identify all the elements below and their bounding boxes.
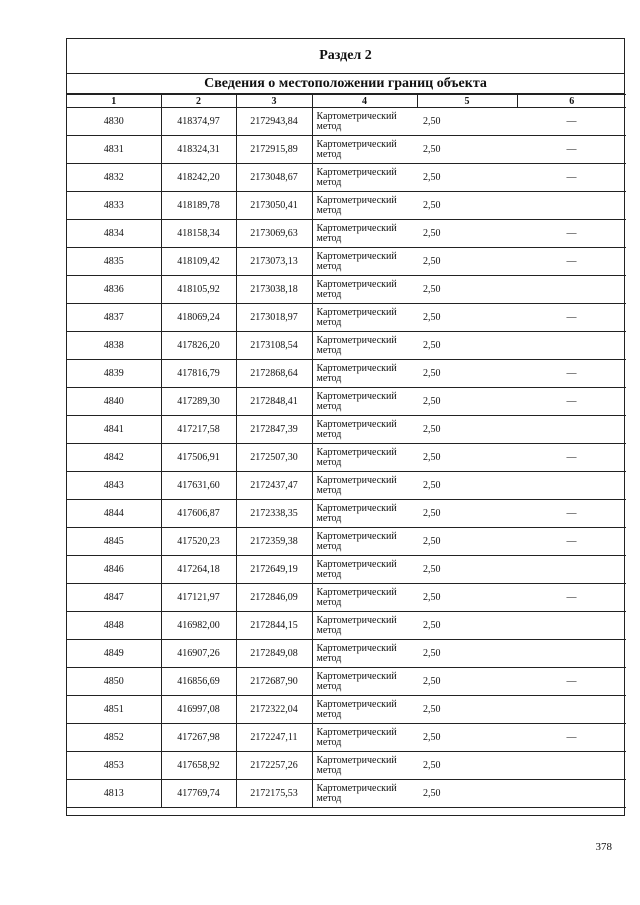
table-body bbox=[67, 108, 626, 808]
table-row bbox=[67, 332, 626, 360]
method-cell: Картометрический метод bbox=[312, 780, 417, 808]
note-cell: — bbox=[517, 304, 626, 332]
note-cell bbox=[517, 276, 626, 304]
method-cell: Картометрический метод bbox=[312, 556, 417, 584]
table-row bbox=[67, 752, 626, 780]
accuracy-cell: 2,50 bbox=[417, 724, 517, 752]
x-coordinate-cell: 418158,34 bbox=[161, 220, 236, 248]
method-cell: Картометрический метод bbox=[312, 108, 417, 136]
point-number-cell: 4830 bbox=[67, 108, 161, 136]
note-cell: — bbox=[517, 164, 626, 192]
x-coordinate-cell: 418242,20 bbox=[161, 164, 236, 192]
method-cell: Картометрический метод bbox=[312, 444, 417, 472]
method-cell: Картометрический метод bbox=[312, 668, 417, 696]
accuracy-cell: 2,50 bbox=[417, 752, 517, 780]
point-number-cell: 4813 bbox=[67, 780, 161, 808]
section-frame bbox=[66, 38, 625, 816]
section-title: Раздел 2 bbox=[67, 39, 624, 74]
accuracy-cell: 2,50 bbox=[417, 584, 517, 612]
note-cell: — bbox=[517, 360, 626, 388]
method-cell: Картометрический метод bbox=[312, 724, 417, 752]
method-cell: Картометрический метод bbox=[312, 248, 417, 276]
x-coordinate-cell: 417506,91 bbox=[161, 444, 236, 472]
method-cell: Картометрический метод bbox=[312, 472, 417, 500]
point-number-cell: 4834 bbox=[67, 220, 161, 248]
x-coordinate-cell: 417631,60 bbox=[161, 472, 236, 500]
accuracy-cell: 2,50 bbox=[417, 444, 517, 472]
x-coordinate-cell: 417606,87 bbox=[161, 500, 236, 528]
note-cell bbox=[517, 696, 626, 724]
accuracy-cell: 2,50 bbox=[417, 332, 517, 360]
method-cell: Картометрический метод bbox=[312, 416, 417, 444]
note-cell bbox=[517, 556, 626, 584]
note-cell: — bbox=[517, 248, 626, 276]
method-cell: Картометрический метод bbox=[312, 500, 417, 528]
accuracy-cell: 2,50 bbox=[417, 416, 517, 444]
y-coordinate-cell: 2172915,89 bbox=[236, 136, 312, 164]
method-cell: Картометрический метод bbox=[312, 528, 417, 556]
point-number-cell: 4848 bbox=[67, 612, 161, 640]
note-cell: — bbox=[517, 724, 626, 752]
x-coordinate-cell: 416982,00 bbox=[161, 612, 236, 640]
note-cell bbox=[517, 332, 626, 360]
table-row bbox=[67, 136, 626, 164]
note-cell: — bbox=[517, 108, 626, 136]
accuracy-cell: 2,50 bbox=[417, 556, 517, 584]
table-row bbox=[67, 444, 626, 472]
note-cell bbox=[517, 612, 626, 640]
y-coordinate-cell: 2173050,41 bbox=[236, 192, 312, 220]
y-coordinate-cell: 2173048,67 bbox=[236, 164, 312, 192]
x-coordinate-cell: 417264,18 bbox=[161, 556, 236, 584]
note-cell: — bbox=[517, 136, 626, 164]
x-coordinate-cell: 417658,92 bbox=[161, 752, 236, 780]
method-cell: Картометрический метод bbox=[312, 276, 417, 304]
point-number-cell: 4837 bbox=[67, 304, 161, 332]
y-coordinate-cell: 2173069,63 bbox=[236, 220, 312, 248]
accuracy-cell: 2,50 bbox=[417, 612, 517, 640]
note-cell: — bbox=[517, 388, 626, 416]
method-cell: Картометрический метод bbox=[312, 696, 417, 724]
table-row bbox=[67, 192, 626, 220]
note-cell: — bbox=[517, 444, 626, 472]
accuracy-cell: 2,50 bbox=[417, 248, 517, 276]
table-row bbox=[67, 220, 626, 248]
point-number-cell: 4852 bbox=[67, 724, 161, 752]
y-coordinate-cell: 2172848,41 bbox=[236, 388, 312, 416]
x-coordinate-cell: 418105,92 bbox=[161, 276, 236, 304]
note-cell bbox=[517, 780, 626, 808]
y-coordinate-cell: 2173073,13 bbox=[236, 248, 312, 276]
y-coordinate-cell: 2172847,39 bbox=[236, 416, 312, 444]
table-row bbox=[67, 584, 626, 612]
point-number-cell: 4846 bbox=[67, 556, 161, 584]
table-row bbox=[67, 528, 626, 556]
note-cell bbox=[517, 640, 626, 668]
accuracy-cell: 2,50 bbox=[417, 192, 517, 220]
table-row bbox=[67, 360, 626, 388]
y-coordinate-cell: 2172849,08 bbox=[236, 640, 312, 668]
method-cell: Картометрический метод bbox=[312, 332, 417, 360]
x-coordinate-cell: 416997,08 bbox=[161, 696, 236, 724]
section-subtitle: Сведения о местоположении границ объекта bbox=[67, 74, 624, 94]
method-cell: Картометрический метод bbox=[312, 388, 417, 416]
table-row bbox=[67, 640, 626, 668]
x-coordinate-cell: 418374,97 bbox=[161, 108, 236, 136]
x-coordinate-cell: 418189,78 bbox=[161, 192, 236, 220]
accuracy-cell: 2,50 bbox=[417, 668, 517, 696]
accuracy-cell: 2,50 bbox=[417, 472, 517, 500]
accuracy-cell: 2,50 bbox=[417, 304, 517, 332]
y-coordinate-cell: 2172846,09 bbox=[236, 584, 312, 612]
note-cell: — bbox=[517, 220, 626, 248]
accuracy-cell: 2,50 bbox=[417, 388, 517, 416]
x-coordinate-cell: 417769,74 bbox=[161, 780, 236, 808]
table-row bbox=[67, 276, 626, 304]
method-cell: Картометрический метод bbox=[312, 612, 417, 640]
table-row bbox=[67, 472, 626, 500]
method-cell: Картометрический метод bbox=[312, 640, 417, 668]
point-number-cell: 4840 bbox=[67, 388, 161, 416]
accuracy-cell: 2,50 bbox=[417, 360, 517, 388]
y-coordinate-cell: 2172338,35 bbox=[236, 500, 312, 528]
accuracy-cell: 2,50 bbox=[417, 780, 517, 808]
accuracy-cell: 2,50 bbox=[417, 136, 517, 164]
accuracy-cell: 2,50 bbox=[417, 528, 517, 556]
point-number-cell: 4838 bbox=[67, 332, 161, 360]
x-coordinate-cell: 417289,30 bbox=[161, 388, 236, 416]
note-cell bbox=[517, 472, 626, 500]
note-cell: — bbox=[517, 528, 626, 556]
method-cell: Картометрический метод bbox=[312, 164, 417, 192]
point-number-cell: 4853 bbox=[67, 752, 161, 780]
point-number-cell: 4851 bbox=[67, 696, 161, 724]
accuracy-cell: 2,50 bbox=[417, 696, 517, 724]
point-number-cell: 4841 bbox=[67, 416, 161, 444]
method-cell: Картометрический метод bbox=[312, 360, 417, 388]
x-coordinate-cell: 417121,97 bbox=[161, 584, 236, 612]
method-cell: Картометрический метод bbox=[312, 304, 417, 332]
table-row bbox=[67, 556, 626, 584]
table-row bbox=[67, 724, 626, 752]
y-coordinate-cell: 2172687,90 bbox=[236, 668, 312, 696]
y-coordinate-cell: 2172175,53 bbox=[236, 780, 312, 808]
accuracy-cell: 2,50 bbox=[417, 500, 517, 528]
x-coordinate-cell: 418324,31 bbox=[161, 136, 236, 164]
y-coordinate-cell: 2173018,97 bbox=[236, 304, 312, 332]
x-coordinate-cell: 417520,23 bbox=[161, 528, 236, 556]
y-coordinate-cell: 2173038,18 bbox=[236, 276, 312, 304]
x-coordinate-cell: 416907,26 bbox=[161, 640, 236, 668]
note-cell: — bbox=[517, 668, 626, 696]
y-coordinate-cell: 2172437,47 bbox=[236, 472, 312, 500]
y-coordinate-cell: 2172943,84 bbox=[236, 108, 312, 136]
column-header-6: 6 bbox=[517, 95, 626, 108]
method-cell: Картометрический метод bbox=[312, 220, 417, 248]
boundary-coordinates-table bbox=[67, 94, 626, 808]
table-row bbox=[67, 696, 626, 724]
note-cell bbox=[517, 192, 626, 220]
column-header-4: 4 bbox=[312, 95, 417, 108]
point-number-cell: 4839 bbox=[67, 360, 161, 388]
table-row bbox=[67, 500, 626, 528]
table-row bbox=[67, 304, 626, 332]
y-coordinate-cell: 2172247,11 bbox=[236, 724, 312, 752]
point-number-cell: 4844 bbox=[67, 500, 161, 528]
table-row bbox=[67, 248, 626, 276]
y-coordinate-cell: 2172359,38 bbox=[236, 528, 312, 556]
point-number-cell: 4835 bbox=[67, 248, 161, 276]
accuracy-cell: 2,50 bbox=[417, 220, 517, 248]
point-number-cell: 4849 bbox=[67, 640, 161, 668]
accuracy-cell: 2,50 bbox=[417, 108, 517, 136]
x-coordinate-cell: 417267,98 bbox=[161, 724, 236, 752]
table-row bbox=[67, 164, 626, 192]
page-number: 378 bbox=[595, 841, 612, 853]
note-cell bbox=[517, 416, 626, 444]
x-coordinate-cell: 417816,79 bbox=[161, 360, 236, 388]
column-header-2: 2 bbox=[161, 95, 236, 108]
x-coordinate-cell: 417217,58 bbox=[161, 416, 236, 444]
y-coordinate-cell: 2172868,64 bbox=[236, 360, 312, 388]
y-coordinate-cell: 2173108,54 bbox=[236, 332, 312, 360]
column-header-1: 1 bbox=[67, 95, 161, 108]
point-number-cell: 4842 bbox=[67, 444, 161, 472]
y-coordinate-cell: 2172844,15 bbox=[236, 612, 312, 640]
accuracy-cell: 2,50 bbox=[417, 164, 517, 192]
point-number-cell: 4836 bbox=[67, 276, 161, 304]
accuracy-cell: 2,50 bbox=[417, 640, 517, 668]
x-coordinate-cell: 417826,20 bbox=[161, 332, 236, 360]
point-number-cell: 4833 bbox=[67, 192, 161, 220]
table-row bbox=[67, 612, 626, 640]
table-header-row bbox=[67, 95, 626, 108]
point-number-cell: 4831 bbox=[67, 136, 161, 164]
table-row bbox=[67, 416, 626, 444]
table-row bbox=[67, 780, 626, 808]
y-coordinate-cell: 2172322,04 bbox=[236, 696, 312, 724]
y-coordinate-cell: 2172507,30 bbox=[236, 444, 312, 472]
y-coordinate-cell: 2172257,26 bbox=[236, 752, 312, 780]
method-cell: Картометрический метод bbox=[312, 192, 417, 220]
point-number-cell: 4843 bbox=[67, 472, 161, 500]
method-cell: Картометрический метод bbox=[312, 136, 417, 164]
column-header-5: 5 bbox=[417, 95, 517, 108]
point-number-cell: 4850 bbox=[67, 668, 161, 696]
note-cell: — bbox=[517, 500, 626, 528]
accuracy-cell: 2,50 bbox=[417, 276, 517, 304]
table-row bbox=[67, 388, 626, 416]
point-number-cell: 4847 bbox=[67, 584, 161, 612]
note-cell bbox=[517, 752, 626, 780]
column-header-3: 3 bbox=[236, 95, 312, 108]
point-number-cell: 4832 bbox=[67, 164, 161, 192]
x-coordinate-cell: 418109,42 bbox=[161, 248, 236, 276]
point-number-cell: 4845 bbox=[67, 528, 161, 556]
table-row bbox=[67, 668, 626, 696]
y-coordinate-cell: 2172649,19 bbox=[236, 556, 312, 584]
note-cell: — bbox=[517, 584, 626, 612]
table-row bbox=[67, 108, 626, 136]
x-coordinate-cell: 416856,69 bbox=[161, 668, 236, 696]
x-coordinate-cell: 418069,24 bbox=[161, 304, 236, 332]
method-cell: Картометрический метод bbox=[312, 752, 417, 780]
method-cell: Картометрический метод bbox=[312, 584, 417, 612]
